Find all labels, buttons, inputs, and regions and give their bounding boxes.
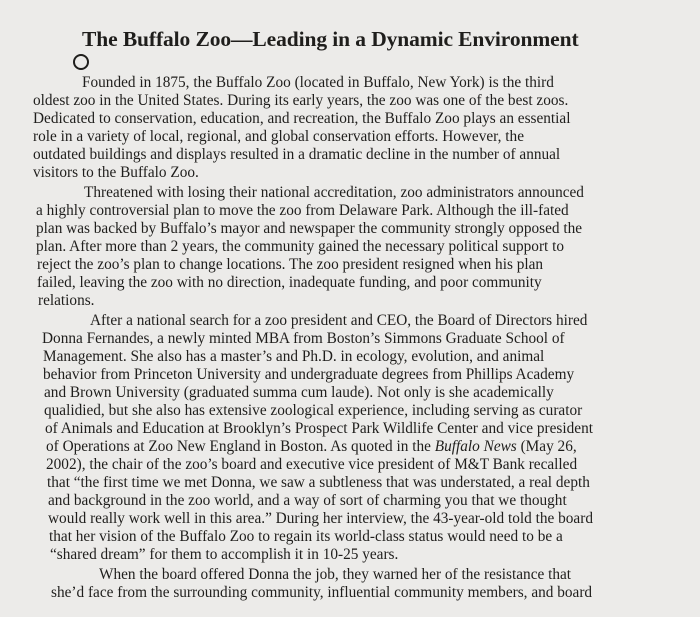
paragraph-3-line-4: behavior from Princeton University and undergraduate degrees from Phillips Academy <box>43 366 575 383</box>
paragraph-3-line-11: and background in the zoo world, and a way of sort of charming you that we thought <box>48 492 567 509</box>
paragraph-3-line-1: After a national search for a zoo president and CEO, the Board of Directors hired <box>90 312 588 329</box>
paragraph-3-line-7: of Animals and Education at Brooklyn’s Prospect Park Wildlife Center and vice president <box>45 420 593 437</box>
paragraph-2-line-7: relations. <box>38 292 95 309</box>
paragraph-3-line-9: 2002), the chair of the zoo’s board and executive vice president of M&T Bank recalled <box>46 456 578 473</box>
paragraph-2-line-5: reject the zoo’s plan to change locations. The zoo president resigned when his plan <box>37 256 544 273</box>
paragraph-4-line-2: she’d face from the surrounding community, influential community members, and board <box>51 584 593 601</box>
document-title: The Buffalo Zoo—Leading in a Dynamic Environment <box>82 27 579 51</box>
paragraph-2-line-3: plan was backed by Buffalo’s mayor and newspaper the community strongly opposed the <box>36 220 583 237</box>
paragraph-3-line-6: qualidied, but she also has extensive zoological experience, including serving as curator <box>44 402 583 419</box>
paragraph-1-line-6: visitors to the Buffalo Zoo. <box>33 164 199 181</box>
paragraph-3-line-8-tail: (May 26, <box>516 438 577 455</box>
paragraph-3-line-8-text: of Operations at Zoo New England in Boston. As quoted in the <box>46 438 435 455</box>
paragraph-3-line-5: and Brown University (graduated summa cum laude). Not only is she academically <box>44 384 554 401</box>
paragraph-3-line-14: “shared dream” for them to accomplish it in 10-25 years. <box>50 546 399 563</box>
paragraph-3-line-13: that her vision of the Buffalo Zoo to regain its world-class status would need to be a <box>49 528 563 545</box>
circle-icon <box>73 54 89 70</box>
paragraph-1-line-1: Founded in 1875, the Buffalo Zoo (located in Buffalo, New York) is the third <box>82 74 554 91</box>
paragraph-2-line-2: a highly controversial plan to move the zoo from Delaware Park. Although the ill-fated <box>36 202 569 219</box>
paragraph-1-line-2: oldest zoo in the United States. During its early years, the zoo was one of the best zoos. <box>33 92 569 109</box>
paragraph-2-line-6: failed, leaving the zoo with no direction, inadequate funding, and poor community <box>37 274 542 291</box>
paragraph-3-line-10: that “the first time we met Donna, we saw a subtleness that was understated, a real depth <box>47 474 590 491</box>
paragraph-1-line-5: outdated buildings and displays resulted in a dramatic decline in the number of annual <box>33 146 561 163</box>
newspaper-title: Buffalo News <box>434 438 517 455</box>
paragraph-2-line-4: plan. After more than 2 years, the community gained the necessary political support to <box>36 238 565 255</box>
paragraph-3-line-3: Management. She also has a master’s and Ph.D. in ecology, evolution, and animal <box>43 348 545 365</box>
paragraph-3-line-2: Donna Fernandes, a newly minted MBA from Boston’s Simmons Graduate School of <box>42 330 565 347</box>
paragraph-1-line-4: role in a variety of local, regional, and global conservation efforts. However, the <box>33 128 524 145</box>
paragraph-1-line-3: Dedicated to conservation, education, and recreation, the Buffalo Zoo plays an essential <box>33 110 571 127</box>
paragraph-4-line-1: When the board offered Donna the job, they warned her of the resistance that <box>99 566 572 583</box>
paragraph-3-line-12: would really work well in this area.” During her interview, the 43-year-old told the board <box>48 510 593 527</box>
paragraph-3-line-8 <box>46 438 577 456</box>
paragraph-2-line-1: Threatened with losing their national accreditation, zoo administrators announced <box>84 184 584 201</box>
